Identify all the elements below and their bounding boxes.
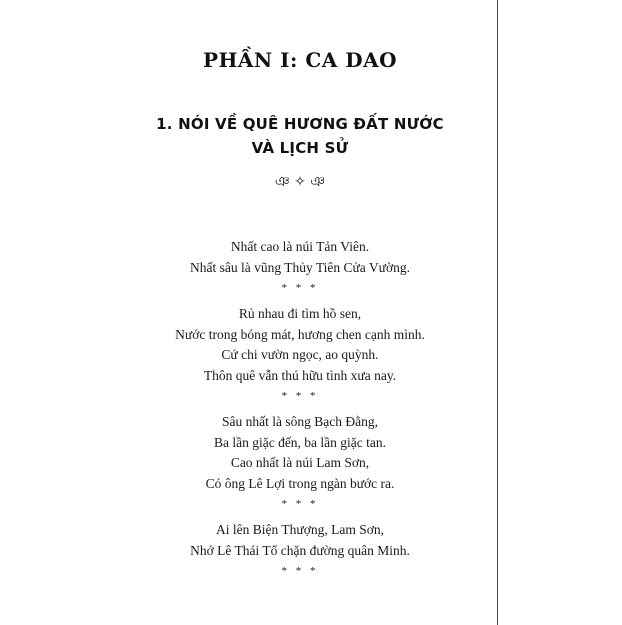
part-title: PHẦN I: CA DAO [202,48,398,72]
verse-line: Cứ chi vườn ngọc, ao quỳnh. [221,347,379,362]
stanza-separator: * * * [281,282,319,294]
poem [110,520,490,581]
stanza-separator: * * * [281,390,319,402]
verse-line: Cao nhất là núi Lam Sơn, [230,455,370,470]
verse-line: Nhớ Lê Thái Tổ chặn đường quân Minh. [190,542,410,558]
verse-line: Nhất cao là núi Tản Viên. [230,239,370,254]
verse-line: Sâu nhất là sông Bạch Đằng, [222,414,378,429]
section-title-line-1: 1. NÓI VỀ QUÊ HƯƠNG ĐẤT NƯỚC [156,115,444,133]
verse-line: Nước trong bóng mát, hương chen cạnh mình. [175,326,425,342]
verse-line: Có ông Lê Lợi trong ngàn bước ra. [205,475,395,491]
verse-line: Thôn quê vẫn thú hữu tình xưa nay. [203,367,397,383]
poem [110,412,490,514]
section-title [110,112,490,160]
poem [110,237,490,298]
verse-line: Ba lần giặc đến, ba lần giặc tan. [213,434,387,450]
page-spine-divider [497,0,498,625]
stanza-separator: * * * [281,498,319,510]
verse-line: Ai lên Biện Thượng, Lam Sơn, [216,522,384,537]
verse-line: Rủ nhau đi tìm hồ sen, [238,306,362,321]
section-title-line-2: VÀ LỊCH SỬ [251,139,349,157]
verses-block [110,237,490,587]
stanza-separator: * * * [281,565,319,577]
ornament-divider: ঞ ✧ ঞ [274,174,326,190]
verse-line: Nhất sâu là vũng Thủy Tiên Cửa Vường. [189,259,411,275]
poem [110,304,490,406]
